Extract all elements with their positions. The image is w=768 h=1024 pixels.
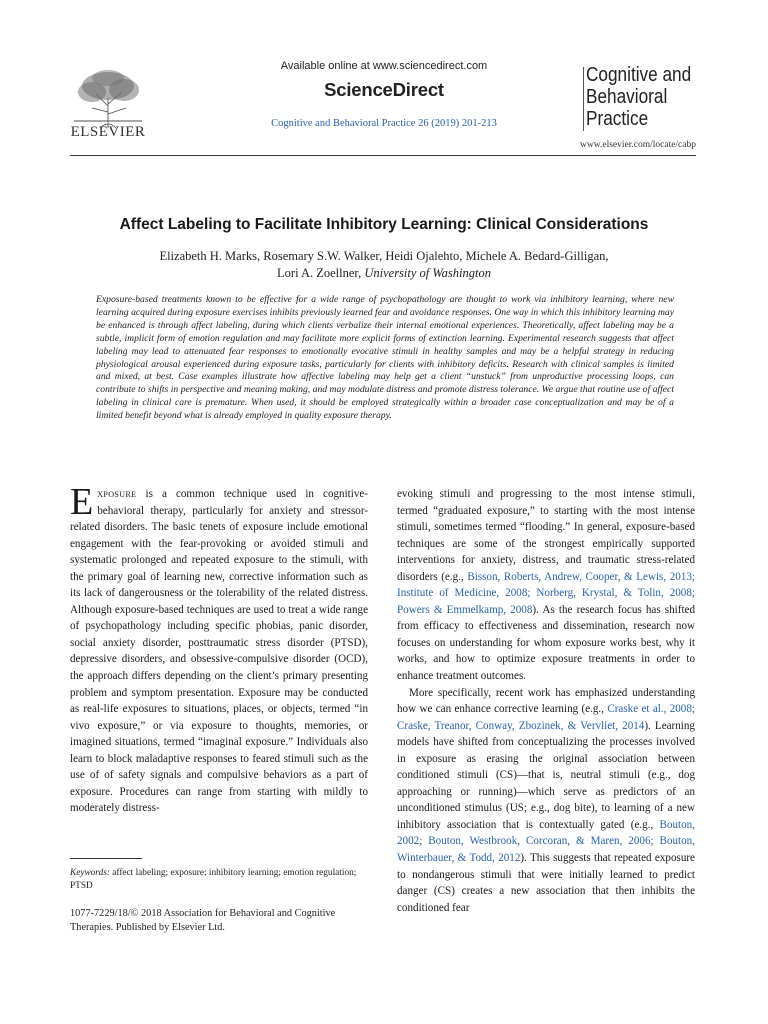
paragraph bbox=[397, 685, 695, 917]
author-list bbox=[0, 248, 768, 282]
affiliation: University of Washington bbox=[364, 266, 491, 280]
paragraph-text: ). This suggests that repeated exposure to nondangerous stimuli that were initially learned to predict danger (CS) creates a new association that then inhibits the conditioned fear bbox=[397, 852, 695, 914]
publisher-name: ELSEVIER bbox=[70, 124, 146, 140]
citation-link[interactable]: Bisson, Roberts, Andrew, Cooper, & Lewis, 2013; Institute of Medicine, 2008; Norberg, Krystal, & Tolin, 2008; Powers & Emmelkamp, 2008 bbox=[397, 570, 695, 616]
journal-title bbox=[586, 64, 706, 130]
body-column-right bbox=[397, 486, 695, 916]
paragraph-text: ). As the research focus has shifted from efficacy to effectiveness and dissemination, research now focuses on understanding for whom exposure works best, why it works, and how to optimize exposure treatments in order to enhance treatment outcomes. bbox=[397, 603, 696, 683]
smallcaps-lead: xposure bbox=[97, 488, 137, 500]
keywords-label: Keywords: bbox=[70, 868, 110, 878]
sciencedirect-wordmark: ScienceDirect bbox=[324, 79, 444, 100]
authors-line-2: Lori A. Zoellner, bbox=[277, 266, 365, 280]
paragraph-text: is a common technique used in cognitive-behavioral therapy, particularly for anxiety and stressor-related disorders. The basic tenets of exposure include emotional engagement with the fear-provoking or avoided stimuli and systematic prolonged and repeated exposure to the stimuli, with the primary goal of learning new, corrective information such as its lack of dangerousness or the tolerability of the related distress. Although exposure-based techniques are used to treat a wide range of psychopathology including specific phobias, panic disorder, social anxiety disorder, posttraumatic stress disorder (PTSD), depressive disorders, and obsessive-compulsive disorder (OCD), the approach differs depending on the client’s primary presenting problem and symptom presentation. Exposure may be conducted as real-life exposures to situations, places, or objects, termed “in vivo exposure,” or via exposure to thoughts, memories, or imagined situations, termed “imaginal exposure.” Individuals also learn to block maladaptive responses to feared stimuli such as the use of of safety signals and compulsive behaviors as a part of exposure. Procedures can range from starting with mildly to moderately distress- bbox=[70, 488, 368, 815]
journal-title-line: Behavioral bbox=[586, 86, 668, 108]
journal-title-line: Practice bbox=[586, 108, 649, 130]
paragraph-continued bbox=[397, 486, 695, 685]
footnote-divider bbox=[70, 858, 142, 859]
citation-link[interactable]: Craske et al., 2008; Craske, Treanor, Conway, Zbozinek, & Vervliet, 2014 bbox=[397, 703, 695, 732]
article-title: Affect Labeling to Facilitate Inhibitory Learning: Clinical Considerations bbox=[119, 216, 649, 233]
intro-paragraph bbox=[70, 481, 368, 817]
dropcap: E bbox=[70, 481, 94, 523]
keywords bbox=[70, 867, 368, 892]
abstract: Exposure-based treatments known to be effective for a wide range of psychopathology are thought to work via inhibitory learning, where new learning acquired during exposure exercises inhibits previously learned fear and avoidance responses. One way in which this inhibitory learning may be enhanced is through affect labeling, during which clients verbalize their internal emotional experiences. Theoretically, affect labeling may be a subtle, implicit form of emotion regulation and may facilitate more explicit forms of extinction learning. Experimental research suggests that affect labeling may lead to attenuated fear responses to emotionally evocative stimuli in healthy samples and may be a helpful strategy in reducing physiological arousal experienced during exposure tasks, particularly for clients with inhibitory deficits. Research with clinical samples is limited and mixed, at best. Case examples illustrate how affective labeling may help get a client “unstuck” from unproductive processing loops, can contribute to shifts in perspective and meaning making, and may modulate distress and promote distress tolerance. We argue that routine use of affect labeling in clinical care is premature. When used, it should be employed strategically within a broader case conceptualization and may be of a limited benefit beyond what is already employed in quality exposure therapy. bbox=[96, 294, 674, 422]
body-column-left bbox=[70, 481, 368, 817]
journal-citation-link[interactable]: Cognitive and Behavioral Practice 26 (2019) 201-213 bbox=[271, 118, 497, 129]
paragraph-text: ). Learning models have shifted from conceptualizing the processes involved in exposure as erasing the original association between conditioned stimuli (CS)—that is, neutral stimuli (e.g., dog approaching or running)—which serve as predictors of an unconditioned stimulus (US; e.g., dog bite), to learning of a new inhibitory association that is contextually gated (e.g., bbox=[397, 719, 695, 831]
authors-line: Elizabeth H. Marks, Rosemary S.W. Walker, Heidi Ojalehto, Michele A. Bedard-Gilligan, bbox=[159, 249, 609, 263]
copyright-notice: 1077-7229/18/© 2018 Association for Behavioral and Cognitive Therapies. Published by Elsevier Ltd. bbox=[70, 908, 336, 934]
journal-title-rule bbox=[583, 67, 584, 131]
authors-line bbox=[0, 265, 768, 282]
citation-link[interactable]: Bouton, 2002; Bouton, Westbrook, Corcoran, & Maren, 2006; Bouton, Winterbauer, & Todd, 2012 bbox=[397, 818, 695, 865]
header-divider bbox=[70, 155, 696, 156]
available-online-text[interactable]: Available online at www.sciencedirect.com bbox=[280, 60, 488, 72]
paragraph-text: evoking stimuli and progressing to the most intense stimuli, termed “graduated exposure,” to starting with the most intense stimuli, sometimes termed “flooding.” In general, exposure-based techniques are some of the strongest empirically supported interventions for anxiety, distress, and traumatic stress-related disorders (e.g., bbox=[397, 488, 695, 583]
paragraph-text: More specifically, recent work has emphasized understanding how we can enhance corrective learning (e.g., bbox=[397, 686, 695, 716]
journal-url-link[interactable]: www.elsevier.com/locate/cabp bbox=[580, 140, 696, 150]
journal-title-line: Cognitive and bbox=[586, 64, 692, 86]
keywords-list: affect labeling; exposure; inhibitory learning; emotion regulation; PTSD bbox=[70, 868, 357, 891]
